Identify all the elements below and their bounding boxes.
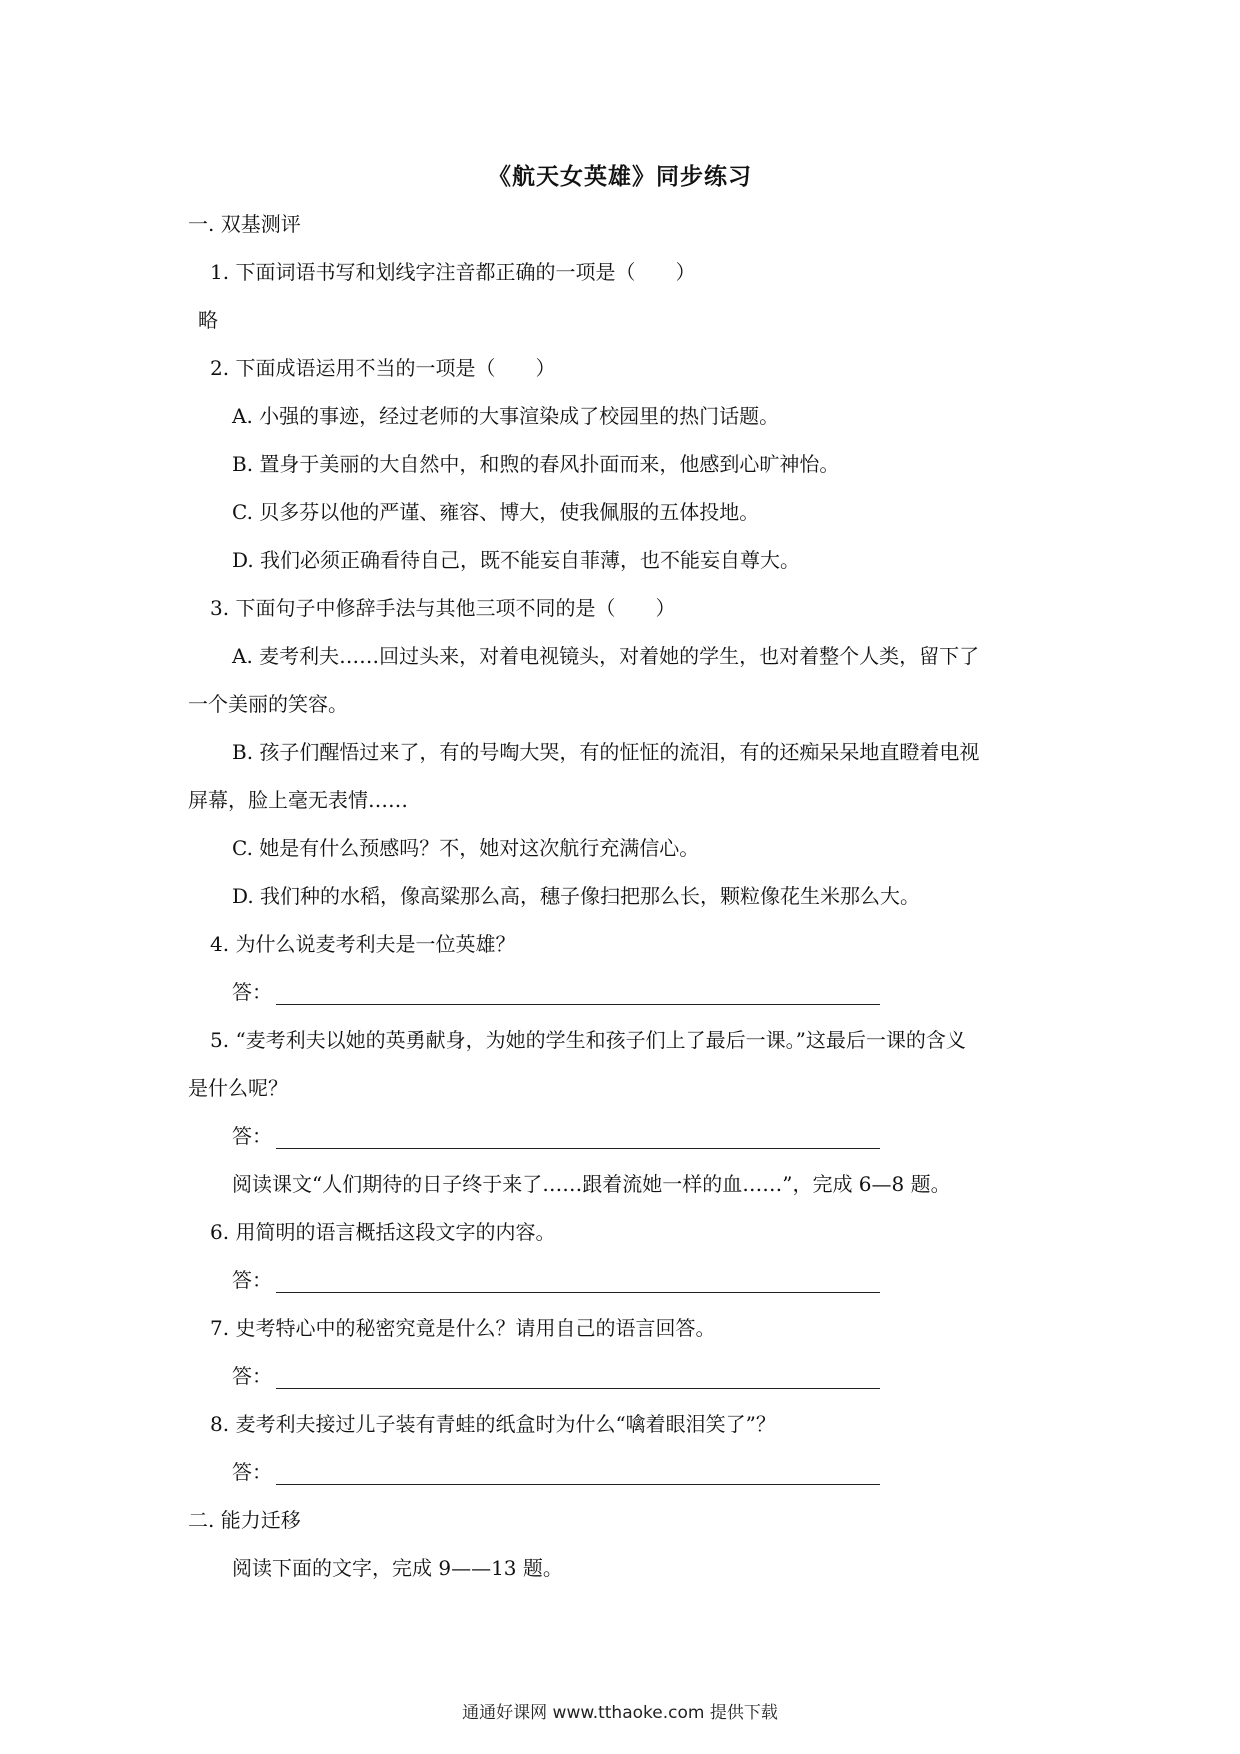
question-1-note: 略 bbox=[198, 308, 218, 332]
question-5-cont: 是什么呢？ bbox=[188, 1076, 288, 1100]
answer-line-7[interactable] bbox=[276, 1388, 880, 1389]
question-4: 4. 为什么说麦考利夫是一位英雄？ bbox=[210, 932, 516, 956]
question-3: 3. 下面句子中修辞手法与其他三项不同的是（ ） bbox=[210, 596, 676, 620]
answer-label-7: 答： bbox=[232, 1364, 272, 1388]
question-6: 6. 用简明的语言概括这段文字的内容。 bbox=[210, 1220, 556, 1244]
question-2-option-a: A. 小强的事迹，经过老师的大事渲染成了校园里的热门话题。 bbox=[232, 404, 780, 428]
question-8: 8. 麦考利夫接过儿子装有青蛙的纸盒时为什么“噙着眼泪笑了”？ bbox=[210, 1412, 776, 1436]
footer-credit: 通通好课网 www.tthaoke.com 提供下载 bbox=[462, 1703, 778, 1723]
section-heading-1: 一. 双基测评 bbox=[188, 212, 301, 236]
answer-line-6[interactable] bbox=[276, 1292, 880, 1293]
question-3-option-a: A. 麦考利夫……回过头来，对着电视镜头，对着她的学生，也对着整个人类，留下了 bbox=[232, 644, 980, 668]
answer-label-8: 答： bbox=[232, 1460, 272, 1484]
question-7: 7. 史考特心中的秘密究竟是什么？请用自己的语言回答。 bbox=[210, 1316, 716, 1340]
reading-instruction-2: 阅读下面的文字，完成 9——13 题。 bbox=[232, 1556, 563, 1580]
answer-line-4[interactable] bbox=[276, 1004, 880, 1005]
answer-line-5[interactable] bbox=[276, 1148, 880, 1149]
answer-label-5: 答： bbox=[232, 1124, 272, 1148]
question-5: 5. “麦考利夫以她的英勇献身，为她的学生和孩子们上了最后一课。”这最后一课的含义 bbox=[210, 1028, 966, 1052]
reading-instruction-1: 阅读课文“人们期待的日子终于来了……跟着流她一样的血……”，完成 6—8 题。 bbox=[232, 1172, 951, 1196]
question-2-option-d: D. 我们必须正确看待自己，既不能妄自菲薄，也不能妄自尊大。 bbox=[232, 548, 801, 572]
question-1: 1. 下面词语书写和划线字注音都正确的一项是（ ） bbox=[210, 260, 696, 284]
question-3-option-b: B. 孩子们醒悟过来了，有的号啕大哭，有的怔怔的流泪，有的还痴呆呆地直瞪着电视 bbox=[232, 740, 980, 764]
answer-label-6: 答： bbox=[232, 1268, 272, 1292]
answer-line-8[interactable] bbox=[276, 1484, 880, 1485]
question-3-option-d: D. 我们种的水稻，像高粱那么高，穗子像扫把那么长，颗粒像花生米那么大。 bbox=[232, 884, 921, 908]
question-3-option-b-cont: 屏幕，脸上毫无表情…… bbox=[188, 788, 408, 812]
page-title: 《航天女英雄》同步练习 bbox=[488, 164, 752, 190]
question-2: 2. 下面成语运用不当的一项是（ ） bbox=[210, 356, 556, 380]
question-2-option-c: C. 贝多芬以他的严谨、雍容、博大，使我佩服的五体投地。 bbox=[232, 500, 760, 524]
answer-label-4: 答： bbox=[232, 980, 272, 1004]
question-3-option-a-cont: 一个美丽的笑容。 bbox=[188, 692, 348, 716]
section-heading-2: 二. 能力迁移 bbox=[188, 1508, 301, 1532]
question-3-option-c: C. 她是有什么预感吗？不，她对这次航行充满信心。 bbox=[232, 836, 700, 860]
question-2-option-b: B. 置身于美丽的大自然中，和煦的春风扑面而来，他感到心旷神怡。 bbox=[232, 452, 840, 476]
